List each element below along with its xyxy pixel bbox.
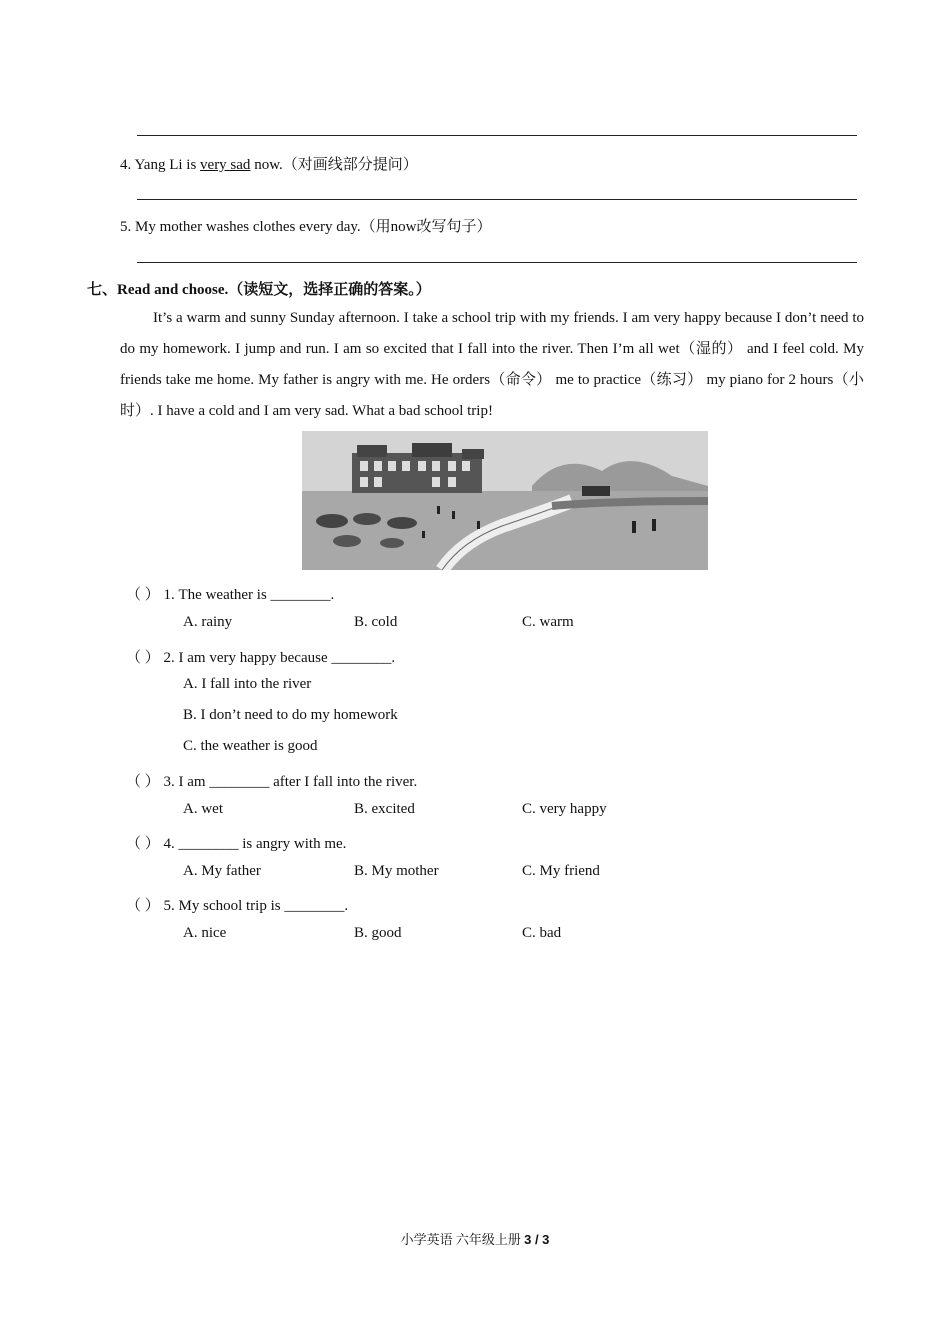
option-b: B. My mother bbox=[354, 863, 439, 879]
option-b: B. excited bbox=[354, 801, 415, 817]
option-a: A. nice bbox=[183, 925, 227, 941]
option-b: B. good bbox=[354, 925, 402, 941]
passage-text: my piano for 2 hours bbox=[702, 372, 834, 388]
question-stem: 1. The weather is ________. bbox=[163, 587, 335, 603]
passage-text: It’s a warm and sunny Sunday afternoon. I take a school trip with my friends. I am very happy because I don’t need to do my homework. I jump and run. I am so excited that I fall into the river. Then I’m all wet bbox=[120, 310, 864, 357]
question-5 bbox=[126, 894, 348, 915]
answer-blank[interactable]: （ ） bbox=[126, 650, 160, 666]
item-instruction: （用now改写句子） bbox=[360, 219, 492, 235]
passage-text: and I feel cold. My friends take me home. My father is angry with me. He orders bbox=[120, 341, 864, 388]
section-title-en: Read and choose. bbox=[117, 282, 229, 298]
rewrite-item-5 bbox=[120, 215, 491, 236]
gloss: （命令） bbox=[490, 372, 552, 388]
section-heading bbox=[87, 278, 431, 299]
option-a: A. My father bbox=[183, 863, 261, 879]
option-c: C. very happy bbox=[522, 801, 607, 817]
option-c: C. warm bbox=[522, 614, 574, 630]
item-text: Yang Li is bbox=[134, 157, 201, 173]
question-4 bbox=[126, 832, 346, 853]
question-2 bbox=[126, 646, 395, 667]
page-number: 3 / 3 bbox=[524, 1232, 550, 1247]
question-3 bbox=[126, 770, 417, 791]
option-a: A. wet bbox=[183, 801, 223, 817]
option-c: C. My friend bbox=[522, 863, 600, 879]
option-a: A. I fall into the river bbox=[183, 676, 312, 692]
question-stem: 4. ________ is angry with me. bbox=[163, 836, 347, 852]
question-stem: 3. I am ________ after I fall into the river. bbox=[163, 774, 418, 790]
item-instruction: （对画线部分提问） bbox=[282, 157, 418, 173]
answer-blank[interactable]: （ ） bbox=[126, 774, 160, 790]
option-b: B. I don’t need to do my homework bbox=[183, 707, 398, 723]
passage-text: me to practice bbox=[551, 372, 642, 388]
page-footer bbox=[0, 1229, 950, 1248]
underlined-phrase: very sad bbox=[200, 157, 251, 173]
option-a: A. rainy bbox=[183, 614, 233, 630]
reading-passage bbox=[120, 303, 864, 427]
footer-course: 小学英语 六年级上册 bbox=[400, 1232, 525, 1247]
item-text: My mother washes clothes every day. bbox=[135, 219, 361, 235]
passage-text: . I have a cold and I am very sad. What a bad school trip! bbox=[150, 403, 493, 419]
question-1 bbox=[126, 583, 334, 604]
rewrite-item-4 bbox=[120, 153, 418, 174]
answer-line[interactable] bbox=[137, 199, 857, 200]
question-stem: 5. My school trip is ________. bbox=[163, 898, 349, 914]
option-c: C. the weather is good bbox=[183, 738, 318, 754]
option-c: C. bad bbox=[522, 925, 562, 941]
answer-blank[interactable]: （ ） bbox=[126, 898, 160, 914]
answer-blank[interactable]: （ ） bbox=[126, 587, 160, 603]
item-text: now. bbox=[250, 157, 283, 173]
gloss: （湿的） bbox=[679, 341, 743, 357]
item-number: 4. bbox=[120, 157, 132, 173]
school-trip-illustration bbox=[302, 431, 708, 570]
section-title-cn: （读短文，选择正确的答案。） bbox=[228, 282, 431, 298]
item-number: 5. bbox=[120, 219, 132, 235]
gloss: （练习） bbox=[641, 372, 703, 388]
option-b: B. cold bbox=[354, 614, 398, 630]
answer-blank[interactable]: （ ） bbox=[126, 836, 160, 852]
answer-line[interactable] bbox=[137, 135, 857, 136]
section-number: 七、 bbox=[87, 282, 118, 298]
gloss: （小时） bbox=[120, 372, 864, 419]
question-stem: 2. I am very happy because ________. bbox=[163, 650, 396, 666]
answer-line[interactable] bbox=[137, 262, 857, 263]
